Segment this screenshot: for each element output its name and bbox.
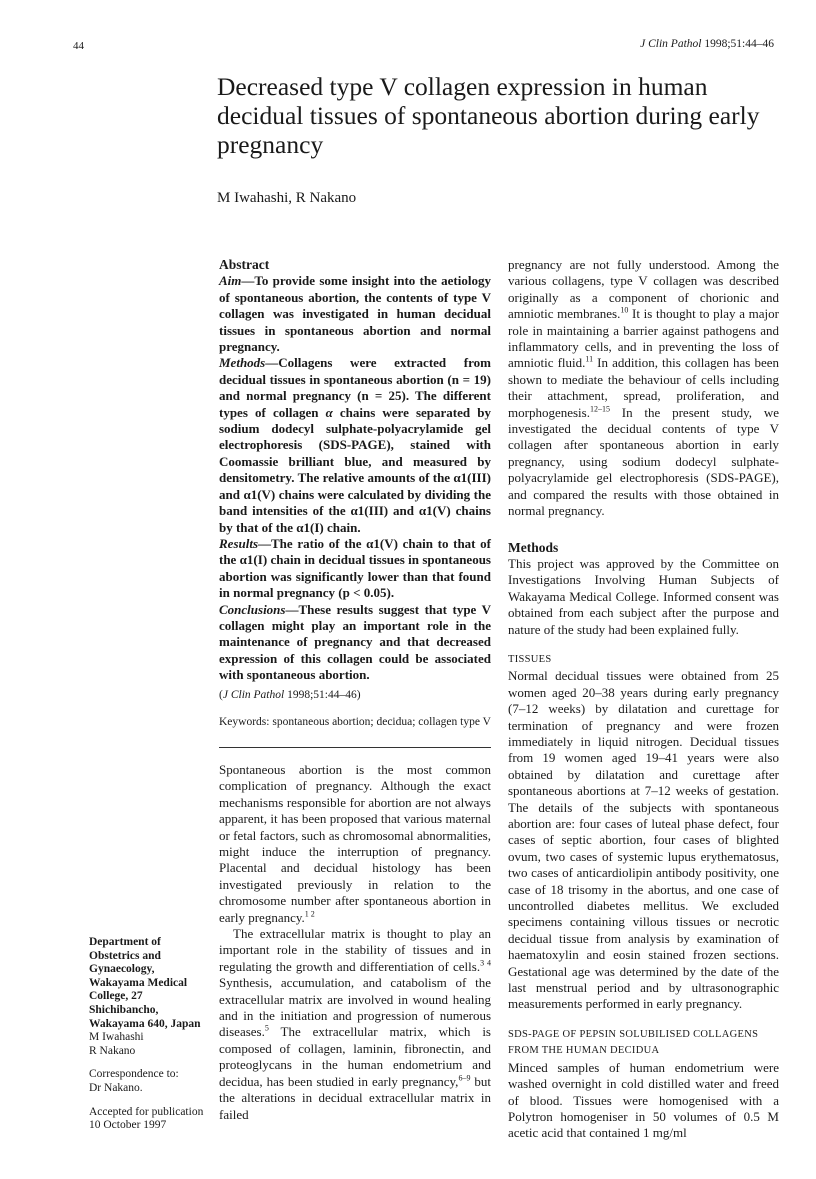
page-number: 44 bbox=[73, 40, 84, 52]
intro-p2a-text: The extracellular matrix is thought to play an important role in the stability of tissues and in regulating the growth and differentiation of cells. bbox=[219, 926, 491, 974]
author-list: M Iwahashi, R Nakano bbox=[217, 190, 357, 206]
abstract-results bbox=[219, 536, 491, 602]
intro-p2d-text: but the alterations in decidual extracellular matrix in failed bbox=[219, 1073, 491, 1122]
intro-ref-4: 6–9 bbox=[458, 1073, 471, 1083]
journal-volume: 1998;51:44–46 bbox=[701, 38, 774, 50]
left-column bbox=[219, 257, 491, 1123]
affiliation-author-1: M Iwahashi bbox=[89, 1031, 144, 1044]
sds-subheading-line-1: SDS-PAGE OF PEPSIN SOLUBILISED COLLAGENS bbox=[508, 1028, 759, 1040]
methods-label: Methods bbox=[219, 355, 266, 371]
methods-paragraph-1: This project was approved by the Committee on Investigations Involving Human Subjects of Wakayama Medical College. Informed consent was obtained from each subject after the purpose and nature of the study had been explained fully. bbox=[508, 555, 779, 637]
abstract-aim bbox=[219, 273, 491, 355]
methods-text-a: —Collagens were extracted from decidual tissues in spontaneous abortion (n = 19) and normal pregnancy (n = 25). The different types of collagen bbox=[219, 355, 491, 420]
journal-abbr: J Clin Pathol bbox=[640, 38, 702, 50]
affiliation-sidebar bbox=[89, 936, 209, 1133]
affiliation-department: Department of Obstetrics and Gynaecology, Wakayama Medical College, 27 Shichibancho, Wakayama 640, Japan bbox=[89, 936, 201, 1030]
affiliation-author-2: R Nakano bbox=[89, 1044, 136, 1057]
aim-label: Aim bbox=[219, 273, 242, 289]
conclusions-label: Conclusions bbox=[219, 601, 286, 617]
intro-ref-1: 1 2 bbox=[304, 909, 315, 919]
keywords: Keywords: spontaneous abortion; decidua; collagen type V bbox=[219, 715, 491, 728]
intro-ref-2: 3 4 bbox=[480, 958, 491, 968]
methods-text-b: chains were separated by sodium dodecyl sulphate-polyacrylamide gel electrophoresis (SDS-PAGE), stained with Coomassie brilliant blue, and measured by densitometry. The relative amounts of the α1(III) and α1(V) chains were calculated by dividing the band intensities of the α1(III) and α1(V) chains by that of the α1(I) chain. bbox=[219, 404, 491, 535]
intro-paragraph-3 bbox=[508, 257, 779, 520]
methods-alpha: α bbox=[325, 404, 333, 420]
accepted-date: 10 October 1997 bbox=[89, 1119, 167, 1132]
intro-p3c-text: In addition, this collagen has been shown to mediate the behaviour of cells including their attachment, spread, proliferation, and morphogenesis. bbox=[508, 355, 779, 420]
intro-ref-5: 10 bbox=[620, 305, 629, 315]
citation-journal: J Clin Pathol bbox=[222, 688, 285, 701]
intro-p3a-text: pregnancy are not fully understood. Among the various collagens, type V collagen was described originally as a component of chorionic and amniotic membranes. bbox=[508, 257, 779, 322]
article-title: Decreased type V collagen expression in human decidual tissues of spontaneous abortion during early pregnancy bbox=[217, 72, 760, 159]
right-column bbox=[508, 257, 779, 1142]
results-text: —The ratio of the α1(V) chain to that of the α1(I) chain in decidual tissues in spontaneous abortion was significantly lower than that found in normal pregnancy (p < 0.05). bbox=[219, 535, 491, 601]
correspondence-name: Dr Nakano. bbox=[89, 1081, 143, 1094]
tissues-paragraph: Normal decidual tissues were obtained from 25 women aged 20–38 years during early pregnancy (7–12 weeks) by dilatation and curettage for termination of pregnancy and were frozen immediately in liquid nitrogen. Decidual tissues from 19 women aged 19–41 years were also obtained by dilatation and curettage after spontaneous abortions at 7–12 weeks of gestation. The details of the subjects with spontaneous abortion are: four cases of luteal phase defect, four cases of septic abortion, four cases of blighted ovum, two cases of systemic lupus erythematosus, two cases of anticardiolipin antibody positivity, one case of 18 trisomy in the abortus, and one case of uncontrolled diabetes mellitus. We excluded specimens containing villous tissues or necrotic decidual tissue from analysis by examination of haematoxylin and eosin stained frozen sections. Gestational age was determined by the date of the last menstrual period and by ultrasonographic measurements performed in early pregnancy. bbox=[508, 668, 779, 1012]
intro-p1-text: Spontaneous abortion is the most common complication of pregnancy. Although the exact mechanisms responsible for abortion are not always apparent, it has been proposed that various maternal or fetal factors, such as chromosomal abnormalities, might induce the interruption of pregnancy. Placental and decidual histology has been investigated previously in relation to the chromosome number after spontaneous abortion in early pregnancy. bbox=[219, 761, 491, 925]
citation-open: ( bbox=[219, 688, 223, 701]
intro-paragraph-1 bbox=[219, 762, 491, 926]
intro-p3d-text: In the present study, we investigated the decidual contents of type V collagen after spontaneous abortion in early pregnancy, using sodium dodecyl sulphate-polyacrylamide gel electrophoresis (SDS-PAGE), and compared the results with those obtained in normal pregnancy. bbox=[508, 404, 779, 519]
sds-subheading bbox=[508, 1027, 779, 1060]
tissues-subheading: TISSUES bbox=[508, 653, 552, 665]
abstract-conclusions bbox=[219, 602, 491, 684]
conclusions-text: —These results suggest that type V collagen might play an important role in the maintenance of pregnancy and that decreased expression of this collagen could be associated with spontaneous abortion. bbox=[219, 601, 491, 683]
aim-text: —To provide some insight into the aetiology of spontaneous abortion, the contents of type V collagen was investigated in human decidual tissues in spontaneous abortion and normal pregnancy. bbox=[219, 273, 491, 355]
intro-ref-3: 5 bbox=[264, 1024, 269, 1034]
intro-paragraph-2 bbox=[219, 926, 491, 1123]
intro-ref-6: 11 bbox=[585, 355, 594, 365]
intro-p2b-text: Synthesis, accumulation, and catabolism of the extracellular matrix are involved in wound healing and in the initiation and progression of numerous diseases. bbox=[219, 975, 491, 1040]
journal-reference bbox=[640, 38, 774, 50]
intro-p3b-text: It is thought to play a major role in maintaining a barrier against pathogens and inflammatory cells, and in preventing the loss of amniotic fluid. bbox=[508, 306, 779, 371]
abstract-citation bbox=[219, 687, 491, 703]
methods-heading: Methods bbox=[508, 539, 559, 555]
sds-subheading-line-2: FROM THE HUMAN DECIDUA bbox=[508, 1045, 660, 1057]
results-label: Results bbox=[219, 535, 259, 551]
intro-ref-7: 12–15 bbox=[589, 404, 610, 414]
sds-paragraph: Minced samples of human endometrium were washed overnight in cold distilled water and freed of blood. Tissues were homogenised with a Polytron homogeniser in 50 volumes of 0.5 M acetic acid that contained 1 mg/ml bbox=[508, 1059, 779, 1141]
abstract-methods bbox=[219, 355, 491, 535]
accepted-label: Accepted for publication bbox=[89, 1105, 204, 1118]
intro-p2c-text: The extracellular matrix, which is composed of collagen, laminin, fibronectin, and proteoglycans in the human endometrium and decidua, has been studied in early pregnancy, bbox=[219, 1024, 491, 1089]
citation-ref: 1998;51:44–46) bbox=[284, 688, 361, 701]
abstract-heading: Abstract bbox=[219, 257, 270, 272]
abstract-divider bbox=[219, 747, 491, 748]
correspondence-label: Correspondence to: bbox=[89, 1068, 179, 1081]
